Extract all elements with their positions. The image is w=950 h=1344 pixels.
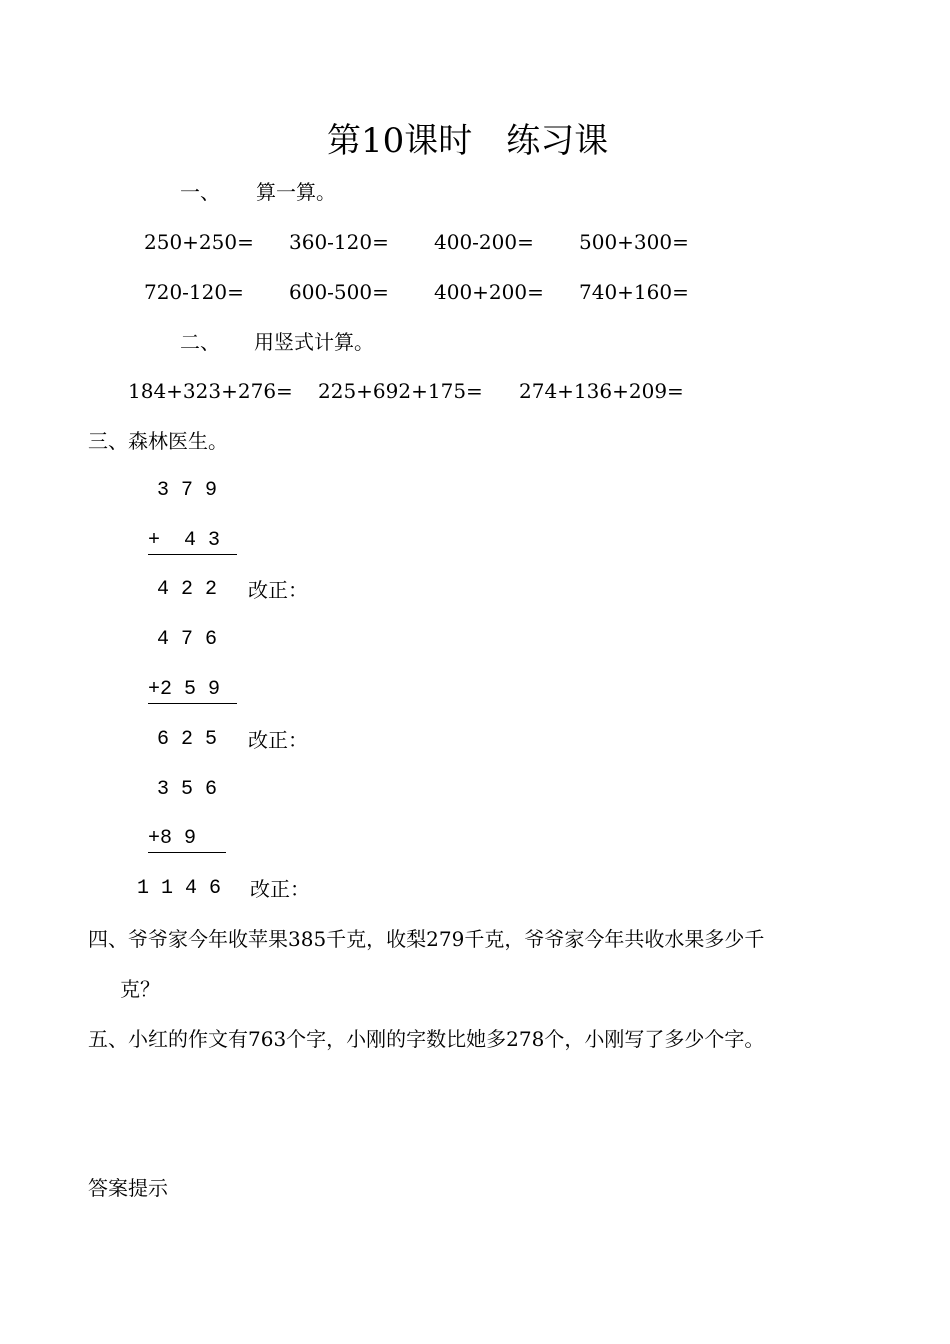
problem2-top: 4 7 6 <box>157 628 218 651</box>
exercise-1-4: 500+300= <box>579 230 689 254</box>
section1-heading: 算一算。 <box>256 180 336 204</box>
section1-label: 一、 <box>180 180 220 204</box>
problem1-top: 3 7 9 <box>157 479 218 502</box>
exercise-2-2: 600-500= <box>289 280 389 304</box>
section2-heading: 用竖式计算。 <box>254 330 374 354</box>
vertical-calc-1: 184+323+276= <box>128 379 293 403</box>
exercise-2-3: 400+200= <box>434 280 544 304</box>
problem1-bottom: + 4 3 <box>148 531 237 555</box>
exercise-1-2: 360-120= <box>289 230 389 254</box>
section3-heading: 三、森林医生。 <box>88 429 228 453</box>
vertical-calc-2: 225+692+175= <box>318 379 483 403</box>
problem3-correction-label: 改正： <box>250 877 310 901</box>
problem2-correction-label: 改正： <box>248 728 308 752</box>
problem3-result: 1 1 4 6 <box>137 877 222 900</box>
problem1-correction-label: 改正： <box>248 578 308 602</box>
problem3-top: 3 5 6 <box>157 778 218 801</box>
exercise-1-3: 400-200= <box>434 230 534 254</box>
vertical-calc-3: 274+136+209= <box>519 379 684 403</box>
exercise-1-1: 250+250= <box>144 230 254 254</box>
problem2-bottom: +2 5 9 <box>148 680 237 704</box>
exercise-2-1: 720-120= <box>144 280 244 304</box>
page-title: 第10课时 练习课 <box>327 121 609 161</box>
problem3-bottom: +8 9 <box>148 829 226 853</box>
exercise-2-4: 740+160= <box>579 280 689 304</box>
problem2-result: 6 2 5 <box>157 728 218 751</box>
section4-line2: 克？ <box>120 977 160 1001</box>
section5-text: 五、小红的作文有763个字，小刚的字数比她多278个，小刚写了多少个字。 <box>88 1027 765 1051</box>
section4-line1: 四、爷爷家今年收苹果385千克，收梨279千克，爷爷家今年共收水果多少千 <box>88 927 765 951</box>
section2-label: 二、 <box>180 330 220 354</box>
answer-hint-heading: 答案提示 <box>88 1176 168 1200</box>
problem1-result: 4 2 2 <box>157 578 218 601</box>
